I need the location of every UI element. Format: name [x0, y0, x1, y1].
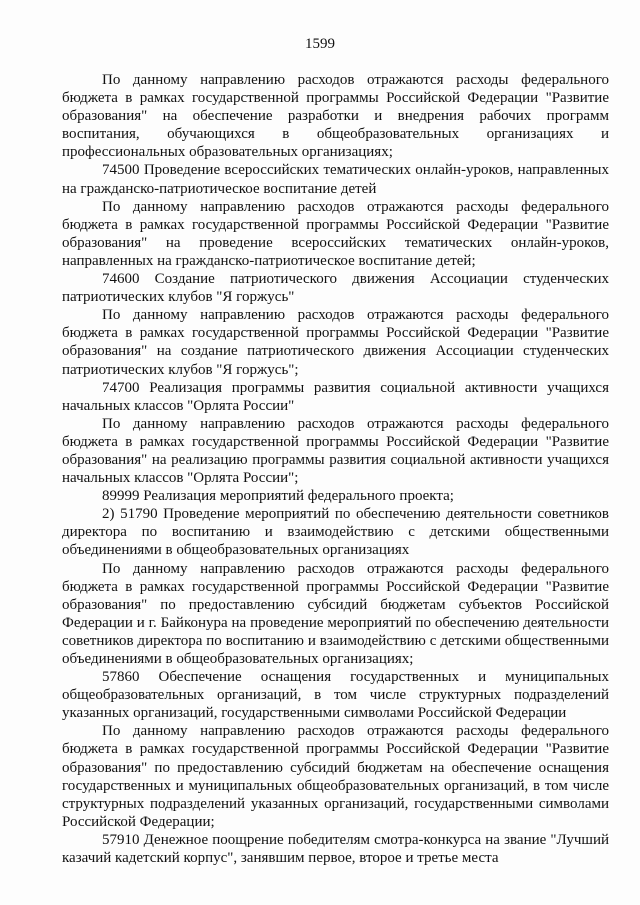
paragraph-code-74600: 74600 Создание патриотического движения Ассоциации студенческих патриотических клубов "Я горжусь"	[62, 271, 609, 306]
paragraph-expense-description-4: По данному направлению расходов отражаются расходы федерального бюджета в рамках государственной программы Российской Федерации "Развитие образования" на реализацию программы развития социальной активности учащихся начальных классов "Орлята России";	[62, 415, 609, 487]
paragraph-expense-description-1: По данному направлению расходов отражаются расходы федерального бюджета в рамках государственной программы Российской Федерации "Развитие образования" на обеспечение разработки и внедрения рабочих программ воспитания, обучающихся в общеобразовательных организациях и профессиональных образовательных организациях;	[62, 72, 609, 161]
paragraph-code-57910: 57910 Денежное поощрение победителям смотра-конкурса на звание "Лучший казачий кадетский корпус", занявшим первое, второе и третье места	[62, 831, 609, 867]
paragraph-code-51790: 2) 51790 Проведение мероприятий по обеспечению деятельности советников директора по воспитанию и взаимодействию с детскими общественными объединениями в общеобразовательных организациях	[62, 506, 609, 559]
paragraph-expense-description-2: По данному направлению расходов отражаются расходы федерального бюджета в рамках государственной программы Российской Федерации "Развитие образования" на проведение всероссийских тематических онлайн-уроков, направленных на гражданско-патриотическое воспитание детей;	[62, 198, 609, 269]
paragraph-code-57860: 57860 Обеспечение оснащения государственных и муниципальных общеобразовательных организаций, в том числе структурных подразделений указанных организаций, государственными символами Российской Федерации	[62, 669, 609, 722]
paragraph-code-89999: 89999 Реализация мероприятий федерального проекта;	[102, 488, 454, 505]
page-number: 1599	[305, 36, 335, 52]
paragraph-code-74700: 74700 Реализация программы развития социальной активности учащихся начальных классов "Орлята России"	[62, 379, 609, 414]
document-body	[62, 71, 609, 867]
paragraph-expense-description-3: По данному направлению расходов отражаются расходы федерального бюджета в рамках государственной программы Российской Федерации "Развитие образования" на создание патриотического движения Ассоциации студенческих патриотических клубов "Я горжусь";	[62, 307, 609, 378]
paragraph-code-74500: 74500 Проведение всероссийских тематических онлайн-уроков, направленных на гражданско-патриотическое воспитание детей	[62, 162, 609, 197]
paragraph-expense-description-5: По данному направлению расходов отражаются расходы федерального бюджета в рамках государственной программы Российской Федерации "Развитие образования" по предоставлению субсидий бюджетам субъектов Российской Федерации и г. Байконура на проведение мероприятий по обеспечению деятельности советников директора по воспитанию и взаимодействию с детскими общественными объединениями в общеобразовательных организациях;	[62, 560, 609, 667]
paragraph-expense-description-6: По данному направлению расходов отражаются расходы федерального бюджета в рамках государственной программы Российской Федерации "Развитие образования" по предоставлению субсидий бюджетам на обеспечение оснащения государственных и муниципальных общеобразовательных организаций, в том числе структурных подразделений указанных организаций, государственными символами Российской Федерации;	[62, 723, 609, 830]
